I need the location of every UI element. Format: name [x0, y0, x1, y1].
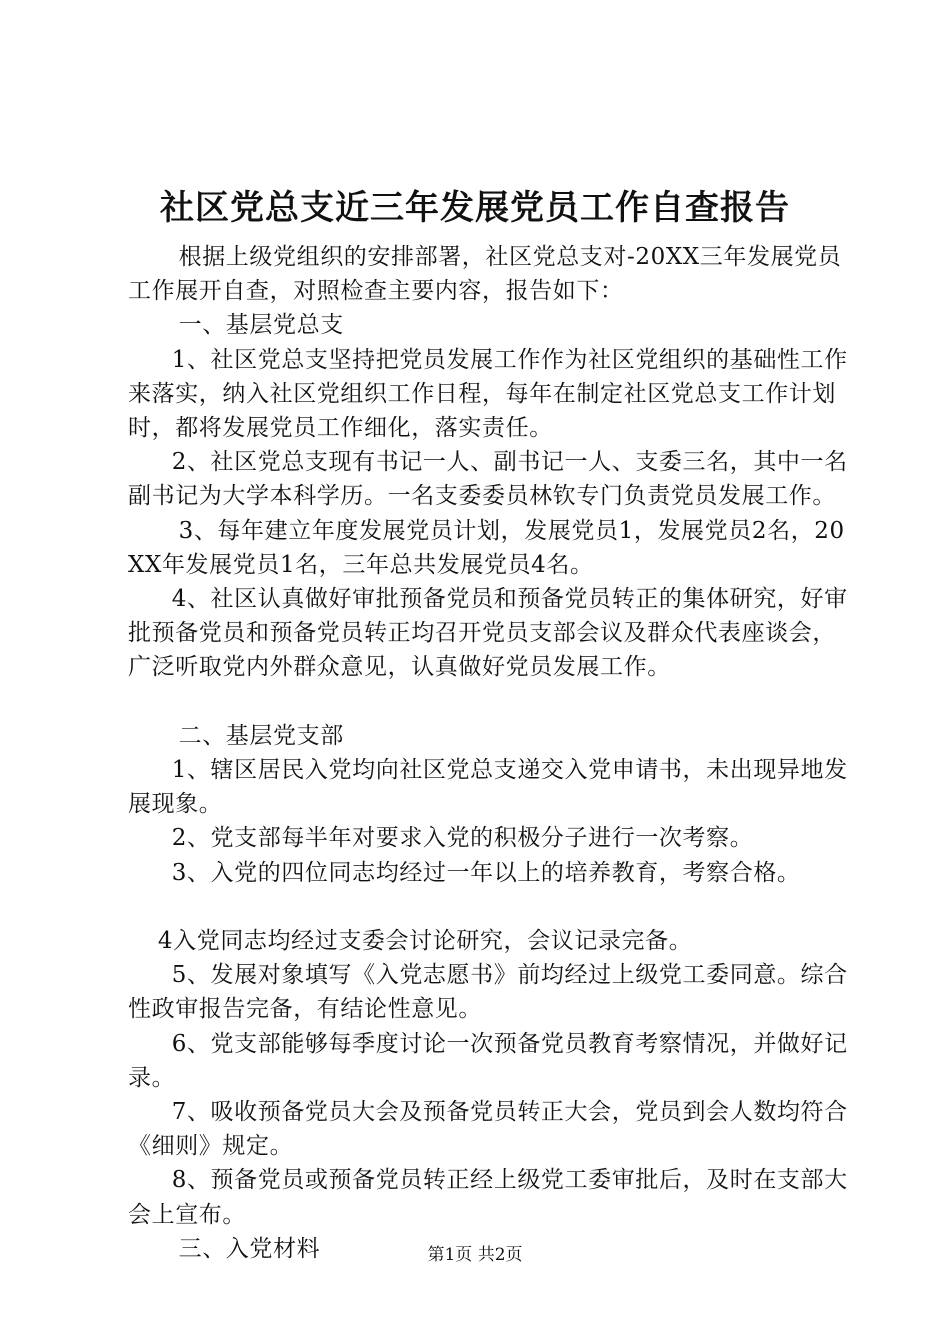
- document-body: [128, 240, 853, 1266]
- paragraph-2-6: 6、党支部能够每季度讨论一次预备党员教育考察情况，并做好记录。: [128, 1030, 848, 1091]
- blank-line: [128, 685, 853, 719]
- section-heading-2: 二、基层党支部: [178, 722, 344, 749]
- paragraph-1-4: 4、社区认真做好审批预备党员和预备党员转正的集体研究，好审批预备党员和预备党员转正均召开党员支部会议及群众代表座谈会，广泛听取党内外群众意见，认真做好党员发展工作。: [128, 586, 848, 681]
- section-heading-1: 一、基层党总支: [178, 312, 344, 339]
- document-title: 社区党总支近三年发展党员工作自查报告: [160, 188, 790, 228]
- paragraph-1-2: 2、社区党总支现有书记一人、副书记一人、支委三名，其中一名副书记为大学本科学历。一名支委委员林钦专门负责党员发展工作。: [128, 449, 848, 510]
- paragraph-2-2: 2、党支部每半年对要求入党的积极分子进行一次考察。: [171, 825, 754, 852]
- paragraph-2-8: 8、预备党员或预备党员转正经上级党工委审批后，及时在支部大会上宣布。: [128, 1167, 848, 1228]
- paragraph-2-1: 1、辖区居民入党均向社区党总支递交入党申请书，未出现异地发展现象。: [128, 757, 848, 818]
- paragraph-2-4: 4入党同志均经过支委会讨论研究，会议记录完备。: [157, 928, 693, 955]
- paragraph-intro: 根据上级党组织的安排部署，社区党总支对-20XX三年发展党员工作展开自查，对照检查主要内容，报告如下：: [128, 244, 842, 305]
- paragraph-1-3: 3、每年建立年度发展党员计划，发展党员1，发展党员2名，20XX年发展党员1名，三年总共发展党员4名。: [128, 517, 845, 578]
- page-number-footer: 第1页 共2页: [427, 1245, 523, 1265]
- paragraph-2-3: 3、入党的四位同志均经过一年以上的培养教育，考察合格。: [171, 859, 801, 886]
- paragraph-2-7: 7、吸收预备党员大会及预备党员转正大会，党员到会人数均符合《细则》规定。: [128, 1099, 848, 1160]
- blank-line: [128, 890, 853, 924]
- paragraph-1-1: 1、社区党总支坚持把党员发展工作作为社区党组织的基础性工作来落实，纳入社区党组织工作日程，每年在制定社区党总支工作计划时，都将发展党员工作细化，落实责任。: [128, 346, 848, 442]
- paragraph-2-5: 5、发展对象填写《入党志愿书》前均经过上级党工委同意。综合性政审报告完备，有结论性意见。: [128, 962, 848, 1023]
- section-heading-3: 三、入党材料: [178, 1235, 321, 1262]
